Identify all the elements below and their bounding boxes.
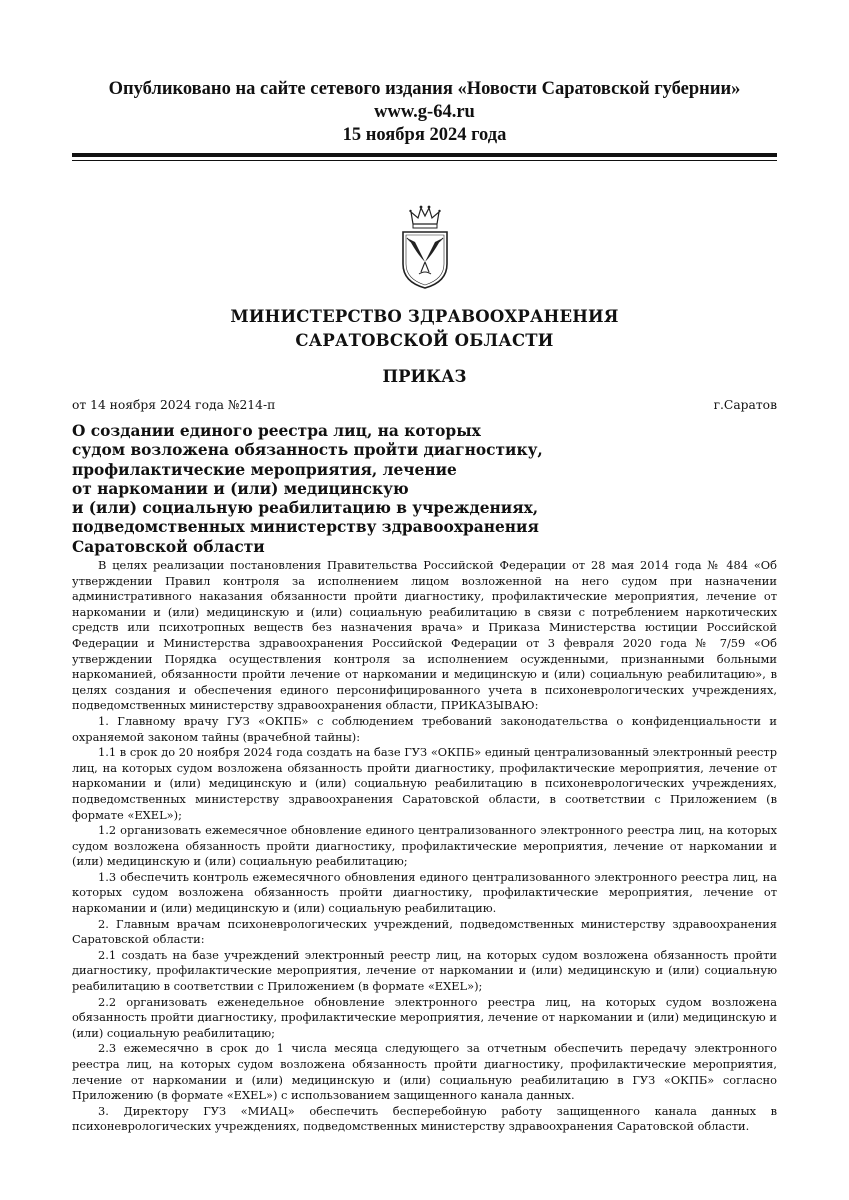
body-paragraph: 1.3 обеспечить контроль ежемесячного обновления единого централизованного электронного реестра лиц, на которых судом возложена обязанность пройти диагностику, профилактические мероприятия, лечение от наркомании и (или) медицинскую и (или) социальную реабилитацию. <box>72 869 777 916</box>
publication-date: 15 ноября 2024 года <box>342 125 507 145</box>
body-paragraph: 1.1 в срок до 20 ноября 2024 года создать на базе ГУЗ «ОКПБ» единый централизованный электронный реестр лиц, на которых судом возложена обязанность пройти диагностику, профилактические мероприятия, лечение от наркомании и (или) медицинскую и (или) социальную реабилитацию в психоневрологических учреждениях, подведомственных министерству здравоохранения Саратовской области, в соответствии с Приложением (в формате «EXEL»); <box>72 745 777 822</box>
order-date-number: от 14 ноября 2024 года №214-п <box>72 398 276 412</box>
order-date-row <box>72 396 777 414</box>
body-paragraph: 2. Главным врачам психоневрологических учреждений, подведомственных министерству здравоохранения Саратовской области: <box>72 916 777 947</box>
ministry-name <box>40 305 809 353</box>
subject-line: О создании единого реестра лиц, на которых <box>72 422 481 440</box>
subject-line: профилактические мероприятия, лечение <box>72 460 457 479</box>
subject-line: судом возложена обязанность пройти диагностику, <box>72 441 543 460</box>
subject-line: и (или) социальную реабилитацию в учреждениях, <box>72 499 539 518</box>
publication-header <box>40 78 809 147</box>
header-rule-thin <box>72 160 777 161</box>
body-paragraph: 2.3 ежемесячно в срок до 1 числа месяца следующего за отчетным обеспечить передачу электронного реестра лиц, на которых судом возложена обязанность пройти диагностику, профилактические мероприятия, лечение от наркомании и (или) медицинскую и (или) социальную реабилитацию в ГУЗ «ОКПБ» согласно Приложению (в формате «EXEL») с использованием защищенного канала данных. <box>72 1041 777 1103</box>
order-city: г.Саратов <box>713 398 777 412</box>
body-paragraph: В целях реализации постановления Правительства Российской Федерации от 28 мая 2014 года № 484 «Об утверждении Правил контроля за исполнением лицом возложенной на него судом при назначении административного наказания обязанности пройти диагностику, профилактические мероприятия, лечение от наркомании и (или) медицинскую и (или) социальную реабилитацию в связи с потреблением наркотических средств или психотропных веществ без назначения врача» и Приказа Министерства юстиции Российской Федерации и Министерства здравоохранения Российской Федерации от 3 февраля 2020 года № 7/59 «Об утверждении Порядка осуществления контроля за исполнением осужденными, признанными больными наркоманией, обязанности пройти лечение от наркомании и медицинскую и (или) социальную реабилитацию», в целях создания и обеспечения единого персонифицированного учета в психоневрологических учреждениях, подведомственных министерству здравоохранения области, ПРИКАЗЫВАЮ: <box>72 558 777 713</box>
body-paragraph: 1.2 организовать ежемесячное обновление единого централизованного электронного реестра лиц, на которых судом возложена обязанность пройти диагностику, профилактические мероприятия, лечение от наркомании и (или) медицинскую и (или) социальную реабилитацию; <box>72 823 777 869</box>
body-paragraph: 2.1 создать на базе учреждений электронный реестр лиц, на которых судом возложена обязанность пройти диагностику, профилактические мероприятия, лечение от наркомании и (или) медицинскую и (или) социальную реабилитацию в соответствии с Приложением (в формате «EXEL»); <box>72 947 777 994</box>
body-paragraph: 2.2 организовать еженедельное обновление электронного реестра лиц, на которых судом возложена обязанность пройти диагностику, профилактические мероприятия, лечение от наркомании и (или) медицинскую и (или) социальную реабилитацию; <box>72 994 777 1040</box>
header-rule-thick <box>72 153 777 157</box>
body-paragraph: 1. Главному врачу ГУЗ «ОКПБ» с соблюдением требований законодательства о конфиденциальности и охраняемой законом тайны (врачебной тайны): <box>72 713 777 744</box>
order-subject <box>72 422 542 557</box>
order-body <box>72 558 777 1135</box>
saratov-coat-of-arms-icon <box>390 202 460 290</box>
ministry-line: МИНИСТЕРСТВО ЗДРАВООХРАНЕНИЯ <box>230 307 619 326</box>
subject-line: подведомственных министерству здравоохранения <box>72 518 539 537</box>
publication-line: Опубликовано на сайте сетевого издания «Новости Саратовской губернии» <box>108 79 741 99</box>
order-title: ПРИКАЗ <box>382 367 467 386</box>
ministry-line: САРАТОВСКОЙ ОБЛАСТИ <box>295 331 554 350</box>
subject-line: от наркомании и (или) медицинскую <box>72 479 409 498</box>
publication-site: www.g-64.ru <box>374 102 475 122</box>
subject-line: Саратовской области <box>72 537 265 556</box>
body-paragraph: 3. Директору ГУЗ «МИАЦ» обеспечить бесперебойную работу защищенного канала данных в психоневрологических учреждениях, подведомственных министерству здравоохранения Саратовской области. <box>72 1103 777 1134</box>
